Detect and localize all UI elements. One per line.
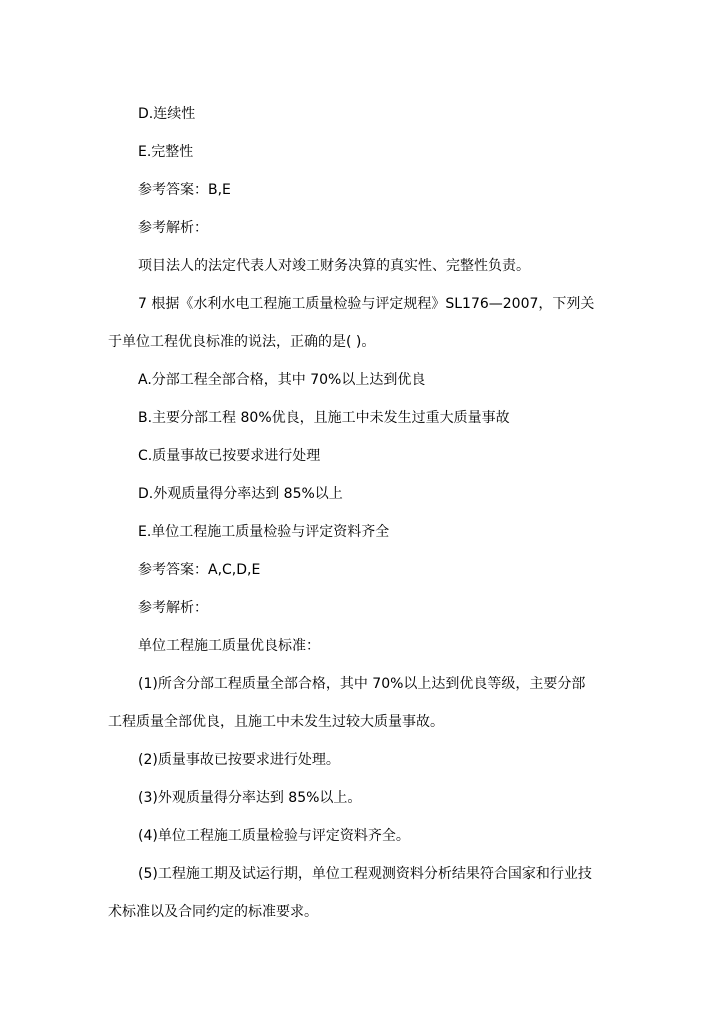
- option-e-line-2: E.单位工程施工质量检验与评定资料齐全: [138, 524, 390, 540]
- option-d-line-2: D.外观质量得分率达到 85%以上: [138, 486, 343, 502]
- question-7-line-2: 于单位工程优良标准的说法，正确的是( )。: [108, 334, 376, 350]
- answer-line: 参考答案：B,E: [138, 182, 231, 198]
- standard-item-5-line-2: 术标准以及合同约定的标准要求。: [108, 904, 318, 920]
- analysis-label: 参考解析：: [138, 220, 208, 236]
- standard-item-3: (3)外观质量得分率达到 85%以上。: [138, 790, 362, 806]
- analysis-label-2: 参考解析：: [138, 600, 208, 616]
- question-7-line-1: 7 根据《水利水电工程施工质量检验与评定规程》SL176—2007，下列关: [138, 296, 595, 312]
- standard-item-4: (4)单位工程施工质量检验与评定资料齐全。: [138, 828, 410, 844]
- option-d-line: D.连续性: [138, 106, 196, 122]
- option-b-line: B.主要分部工程 80%优良，且施工中未发生过重大质量事故: [138, 410, 510, 426]
- standard-item-5-line-1: (5)工程施工期及试运行期，单位工程观测资料分析结果符合国家和行业技: [138, 866, 592, 882]
- standard-item-2: (2)质量事故已按要求进行处理。: [138, 752, 340, 768]
- option-c-line: C.质量事故已按要求进行处理: [138, 448, 321, 464]
- standard-item-1-line-1: (1)所含分部工程质量全部合格，其中 70%以上达到优良等级，主要分部: [138, 676, 586, 692]
- standard-heading: 单位工程施工质量优良标准：: [138, 638, 320, 654]
- analysis-text: 项目法人的法定代表人对竣工财务决算的真实性、完整性负责。: [138, 258, 530, 274]
- standard-item-1-line-2: 工程质量全部优良，且施工中未发生过较大质量事故。: [108, 714, 444, 730]
- option-e-line: E.完整性: [138, 144, 194, 160]
- answer-line-2: 参考答案：A,C,D,E: [138, 562, 261, 578]
- option-a-line: A.分部工程全部合格，其中 70%以上达到优良: [138, 372, 426, 388]
